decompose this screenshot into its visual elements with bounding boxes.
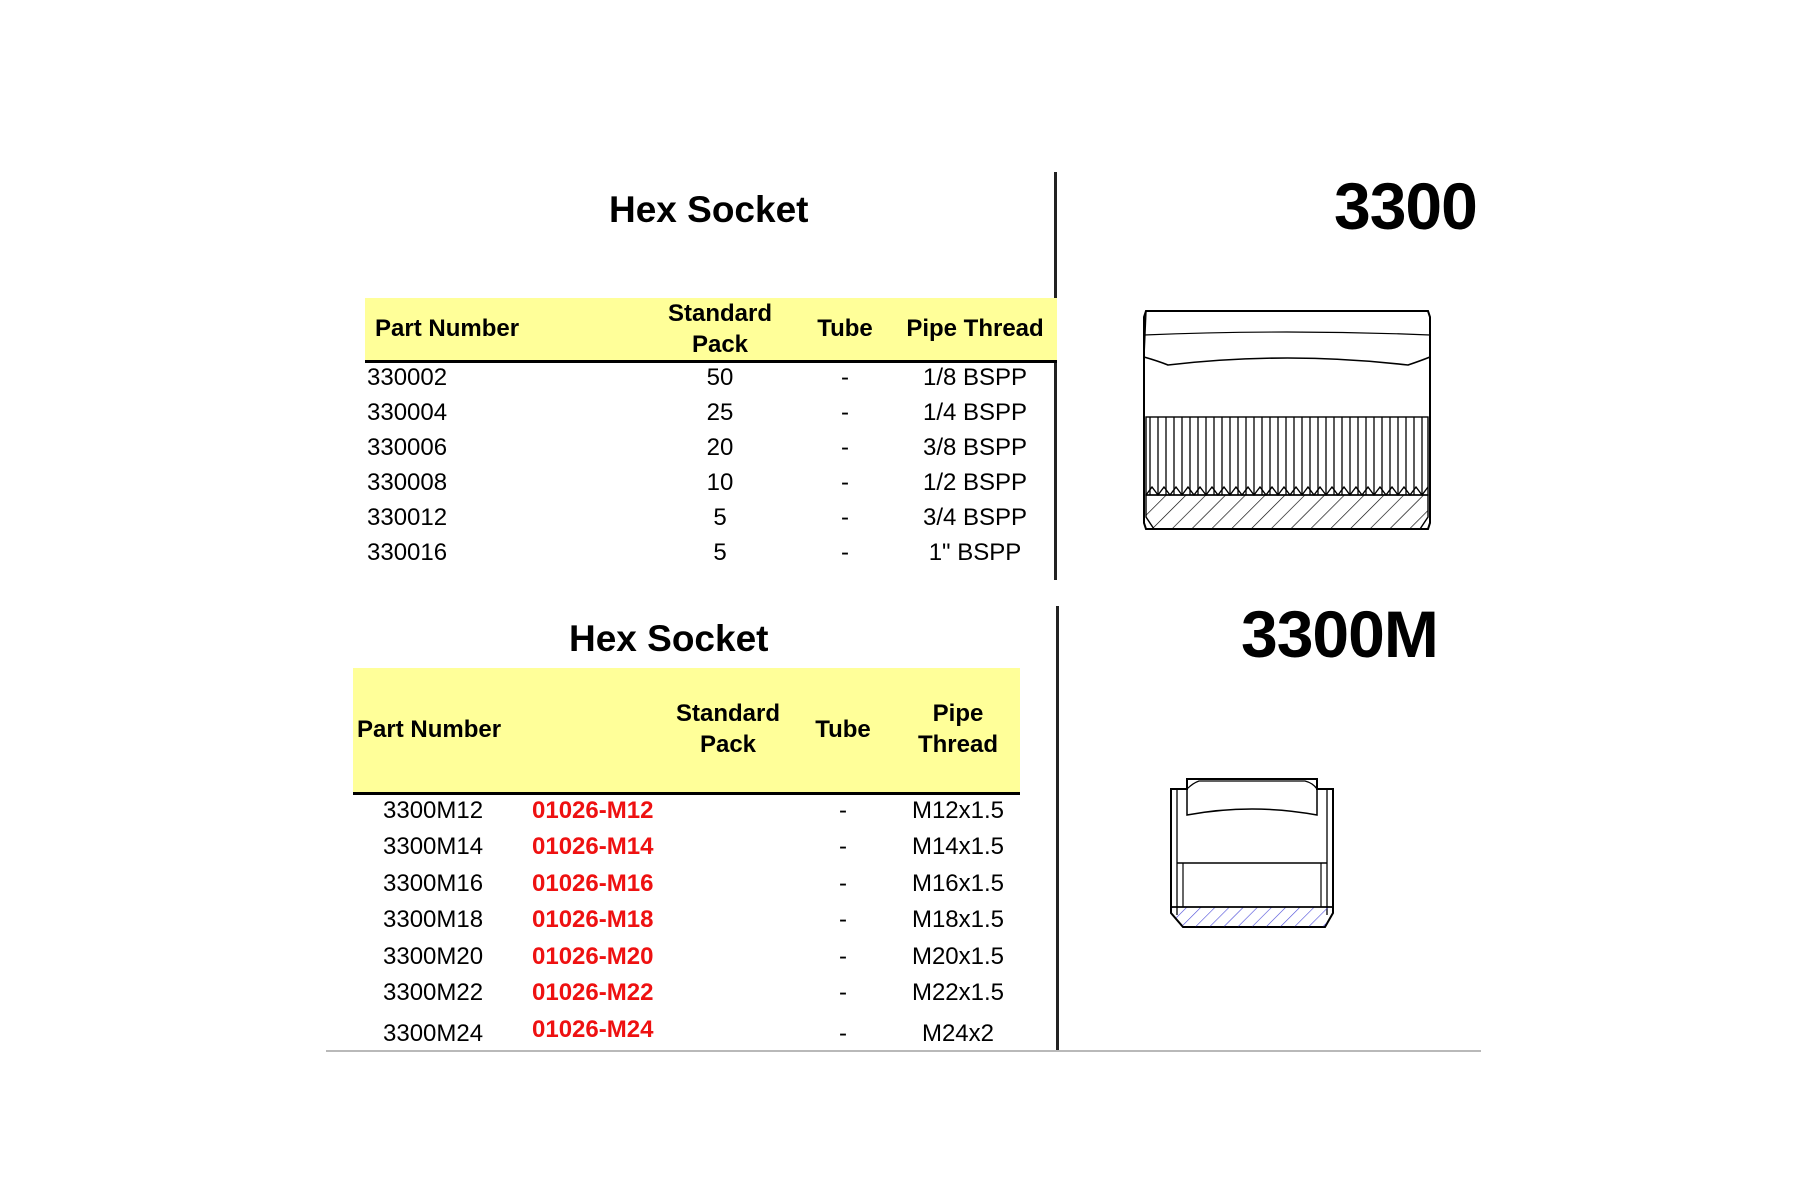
tube: -	[841, 364, 849, 391]
tube: -	[841, 539, 849, 566]
pipe-thread: M16x1.5	[911, 870, 1005, 897]
header-standard-pack	[653, 698, 803, 760]
hex-socket-3300-drawing	[1138, 305, 1438, 535]
cross-reference: 01026-M22	[532, 979, 654, 1006]
pipe-thread: 1/8 BSPP	[922, 364, 1028, 391]
table-header-3300	[365, 298, 1057, 363]
section-title-3300M: Hex Socket	[569, 618, 769, 659]
table-row	[353, 1012, 1020, 1047]
table-row	[353, 902, 1020, 937]
table-row	[353, 793, 1020, 828]
table-header-3300M	[353, 668, 1020, 795]
part-number: 3300M20	[383, 943, 484, 970]
header-pipe-thread	[898, 698, 1018, 760]
table-row	[365, 535, 1057, 570]
cross-reference: 01026-M18	[532, 906, 654, 933]
tube: -	[839, 943, 847, 970]
standard-pack: 5	[713, 539, 727, 566]
product-code-3300: 3300	[1334, 169, 1477, 243]
table-row	[365, 500, 1057, 535]
tube: -	[841, 469, 849, 496]
table-row	[353, 866, 1020, 901]
standard-pack: 50	[706, 364, 734, 391]
part-number: 330002	[367, 364, 448, 391]
standard-pack: 5	[713, 504, 727, 531]
part-number: 3300M14	[383, 833, 484, 860]
pipe-thread: 1/4 BSPP	[922, 399, 1028, 426]
standard-pack: 20	[706, 434, 734, 461]
product-code-3300M: 3300M	[1241, 597, 1438, 671]
pipe-thread: M18x1.5	[911, 906, 1005, 933]
cross-reference: 01026-M12	[532, 797, 654, 824]
tube: -	[839, 870, 847, 897]
pipe-thread: 1" BSPP	[928, 539, 1022, 566]
pipe-thread: 3/8 BSPP	[922, 434, 1028, 461]
part-number: 3300M22	[383, 979, 484, 1006]
part-number: 330012	[367, 504, 448, 531]
tube: -	[839, 797, 847, 824]
header-standard-pack-line1: Standard	[675, 700, 780, 727]
table-row	[353, 939, 1020, 974]
pipe-thread: 3/4 BSPP	[922, 504, 1028, 531]
table-row	[353, 829, 1020, 864]
table-row	[365, 430, 1057, 465]
header-part-number: Part Number	[357, 716, 502, 743]
part-number: 330016	[367, 539, 448, 566]
part-number: 330004	[367, 399, 448, 426]
table-row	[365, 395, 1057, 430]
header-tube: Tube	[815, 716, 871, 743]
header-part-number: Part Number	[375, 315, 520, 342]
header-pipe-thread: Pipe Thread	[906, 315, 1044, 342]
pipe-thread: M12x1.5	[911, 797, 1005, 824]
header-standard-pack-line1: Standard	[667, 300, 772, 327]
table-row	[353, 975, 1020, 1010]
hex-socket-3300M-drawing	[1163, 775, 1348, 950]
pipe-thread: M24x2	[921, 1020, 995, 1047]
tube: -	[839, 1020, 847, 1047]
pipe-thread: M20x1.5	[911, 943, 1005, 970]
table-row	[365, 360, 1057, 395]
tube: -	[839, 833, 847, 860]
part-number: 3300M16	[383, 870, 484, 897]
header-tube: Tube	[817, 315, 873, 342]
cross-reference: 01026-M14	[532, 833, 654, 860]
section-title-3300: Hex Socket	[609, 189, 809, 230]
tube: -	[841, 399, 849, 426]
part-number: 330006	[367, 434, 448, 461]
standard-pack: 10	[706, 469, 734, 496]
header-standard-pack-line2: Pack	[699, 731, 757, 758]
header-standard-pack	[645, 298, 795, 360]
cross-reference: 01026-M24	[532, 1016, 654, 1043]
bottom-rule	[326, 1050, 1481, 1052]
tube: -	[839, 979, 847, 1006]
part-number: 3300M18	[383, 906, 484, 933]
header-pipe-thread-line2: Thread	[917, 731, 998, 758]
part-number: 3300M12	[383, 797, 484, 824]
tube: -	[841, 504, 849, 531]
divider-vertical	[1056, 606, 1059, 1050]
standard-pack: 25	[706, 399, 734, 426]
cross-reference: 01026-M16	[532, 870, 654, 897]
cross-reference: 01026-M20	[532, 943, 654, 970]
pipe-thread: M14x1.5	[911, 833, 1005, 860]
part-number: 330008	[367, 469, 448, 496]
part-number: 3300M24	[383, 1020, 484, 1047]
pipe-thread: 1/2 BSPP	[922, 469, 1028, 496]
pipe-thread: M22x1.5	[911, 979, 1005, 1006]
tube: -	[839, 906, 847, 933]
tube: -	[841, 434, 849, 461]
header-standard-pack-line2: Pack	[691, 331, 749, 358]
header-pipe-thread-line1: Pipe	[932, 700, 984, 727]
table-row	[365, 465, 1057, 500]
